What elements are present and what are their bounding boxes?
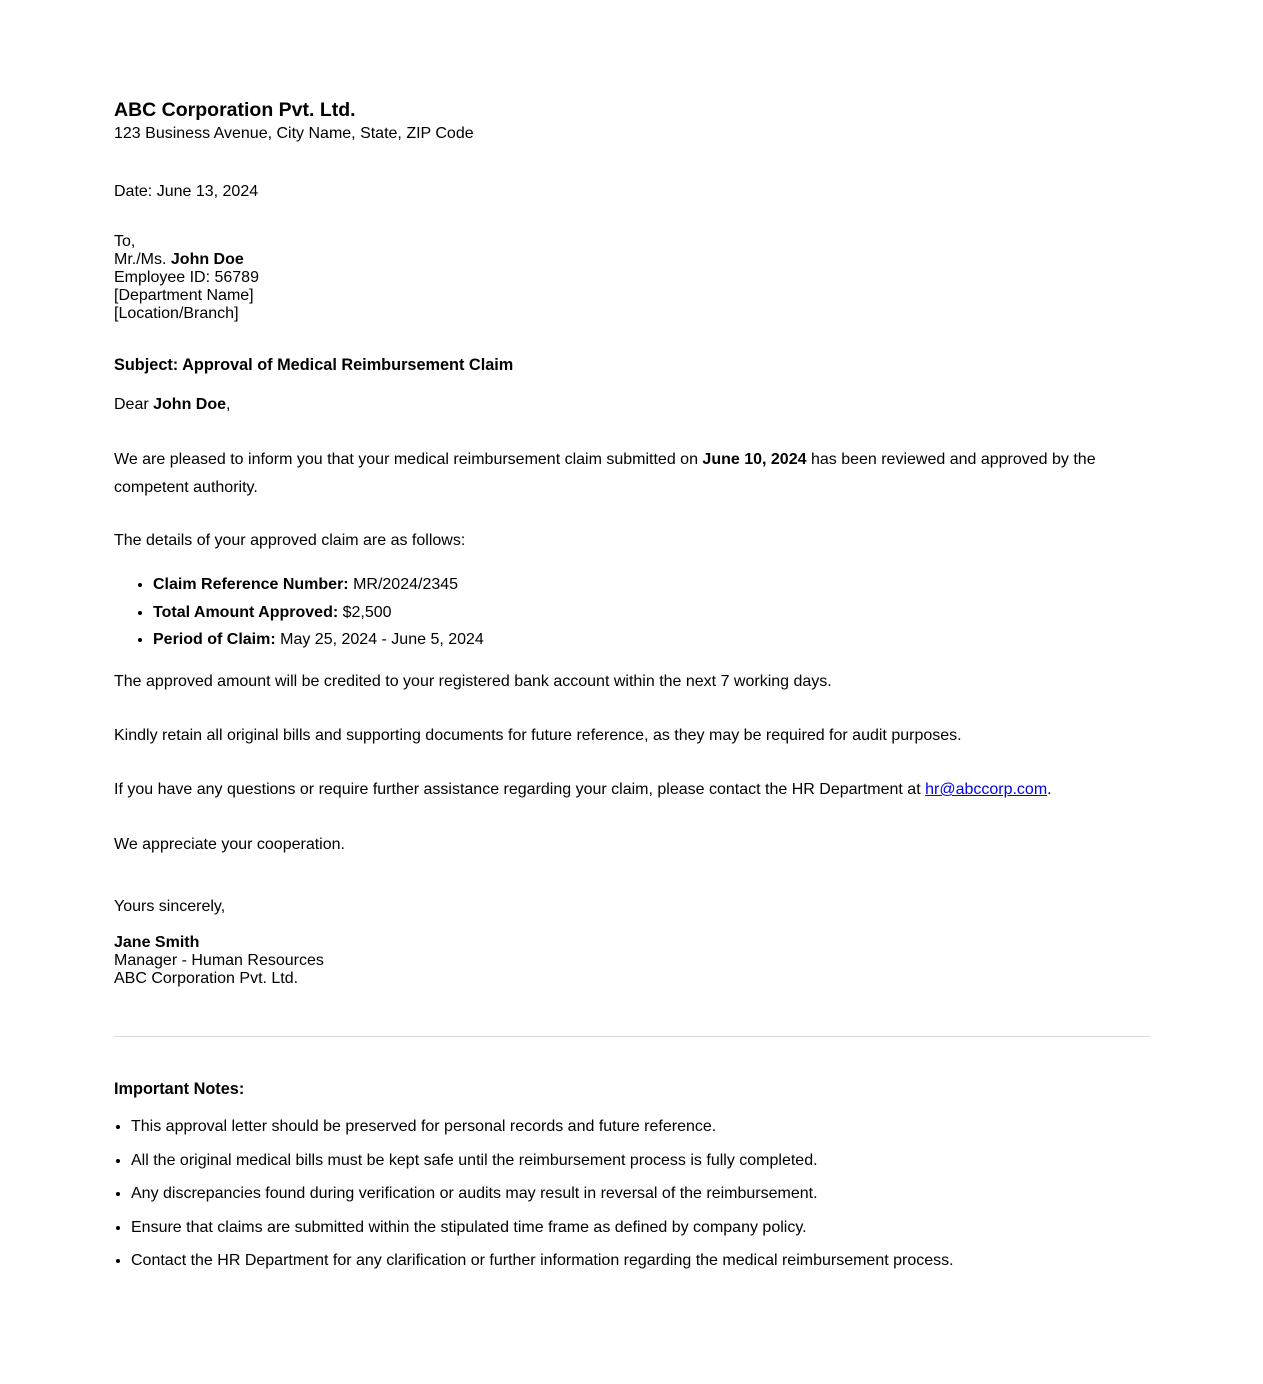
- list-item: • All the original medical bills must be kept safe until the reimbursement process is fully completed.: [131, 1149, 954, 1173]
- detail-value: May 25, 2024 - June 5, 2024: [275, 631, 484, 648]
- credit-paragraph: The approved amount will be credited to your registered bank account within the next 7 working days.: [114, 673, 832, 690]
- contact-paragraph: [114, 778, 1052, 802]
- greeting-name: John Doe: [153, 396, 227, 413]
- salutation-prefix: Mr./Ms.: [114, 251, 171, 268]
- company-address: 123 Business Avenue, City Name, State, ZIP Code: [114, 125, 474, 142]
- recipient-block: [114, 233, 259, 323]
- intro-submission-date: June 10, 2024: [702, 451, 807, 468]
- detail-value: MR/2024/2345: [348, 576, 459, 593]
- location-branch: [Location/Branch]: [114, 305, 239, 322]
- greeting: [114, 394, 230, 416]
- contact-after: .: [1047, 781, 1052, 798]
- letter-date: Date: June 13, 2024: [114, 183, 259, 200]
- detail-label: Period of Claim:: [153, 631, 276, 648]
- letter-page: [114, 98, 1150, 1269]
- notes-list: [114, 1115, 954, 1283]
- list-item: [153, 626, 484, 654]
- department-name: [Department Name]: [114, 287, 254, 304]
- appreciation-paragraph: We appreciate your cooperation.: [114, 836, 345, 853]
- signatory-name: Jane Smith: [114, 934, 200, 951]
- intro-paragraph: [114, 446, 1114, 502]
- recipient-name-line: [114, 251, 259, 269]
- signatory-title: Manager - Human Resources: [114, 952, 324, 969]
- intro-after: has been reviewed and approved by the competent authority.: [114, 451, 1096, 496]
- list-item: • Contact the HR Department for any clarification or further information regarding the medical reimbursement process.: [131, 1249, 954, 1273]
- letterhead: [114, 98, 1150, 146]
- to-label: To,: [114, 233, 136, 250]
- greeting-suffix: ,: [226, 396, 231, 413]
- list-item: [153, 571, 484, 599]
- subject-line: Subject: Approval of Medical Reimbursement Claim: [114, 356, 514, 374]
- employee-id: Employee ID: 56789: [114, 269, 259, 286]
- claim-details-list: [114, 571, 484, 654]
- detail-label: Claim Reference Number:: [153, 576, 349, 593]
- list-item: • Ensure that claims are submitted within the stipulated time frame as defined by company policy.: [131, 1216, 954, 1240]
- intro-before: We are pleased to inform you that your medical reimbursement claim submitted on: [114, 451, 703, 468]
- detail-label: Total Amount Approved:: [153, 603, 339, 621]
- hr-email-link[interactable]: hr@abccorp.com: [925, 781, 1048, 798]
- company-name: ABC Corporation Pvt. Ltd.: [114, 99, 356, 121]
- list-item: [153, 599, 484, 627]
- signature-block: [114, 934, 324, 988]
- retain-paragraph: Kindly retain all original bills and supporting documents for future reference, as they may be required for audit purposes.: [114, 727, 962, 744]
- section-divider: [114, 1036, 1150, 1037]
- list-item: • This approval letter should be preserved for personal records and future reference.: [131, 1115, 954, 1139]
- contact-before: If you have any questions or require further assistance regarding your claim, please contact the HR Department at: [114, 781, 926, 798]
- greeting-prefix: Dear: [114, 396, 154, 413]
- closing-line: Yours sincerely,: [114, 898, 226, 915]
- recipient-name: John Doe: [170, 251, 244, 268]
- detail-value: $2,500: [338, 603, 392, 621]
- details-intro: The details of your approved claim are as follows:: [114, 532, 466, 549]
- signatory-company: ABC Corporation Pvt. Ltd.: [114, 970, 299, 987]
- list-item: • Any discrepancies found during verification or audits may result in reversal of the reimbursement.: [131, 1182, 954, 1206]
- notes-title: Important Notes:: [114, 1080, 245, 1098]
